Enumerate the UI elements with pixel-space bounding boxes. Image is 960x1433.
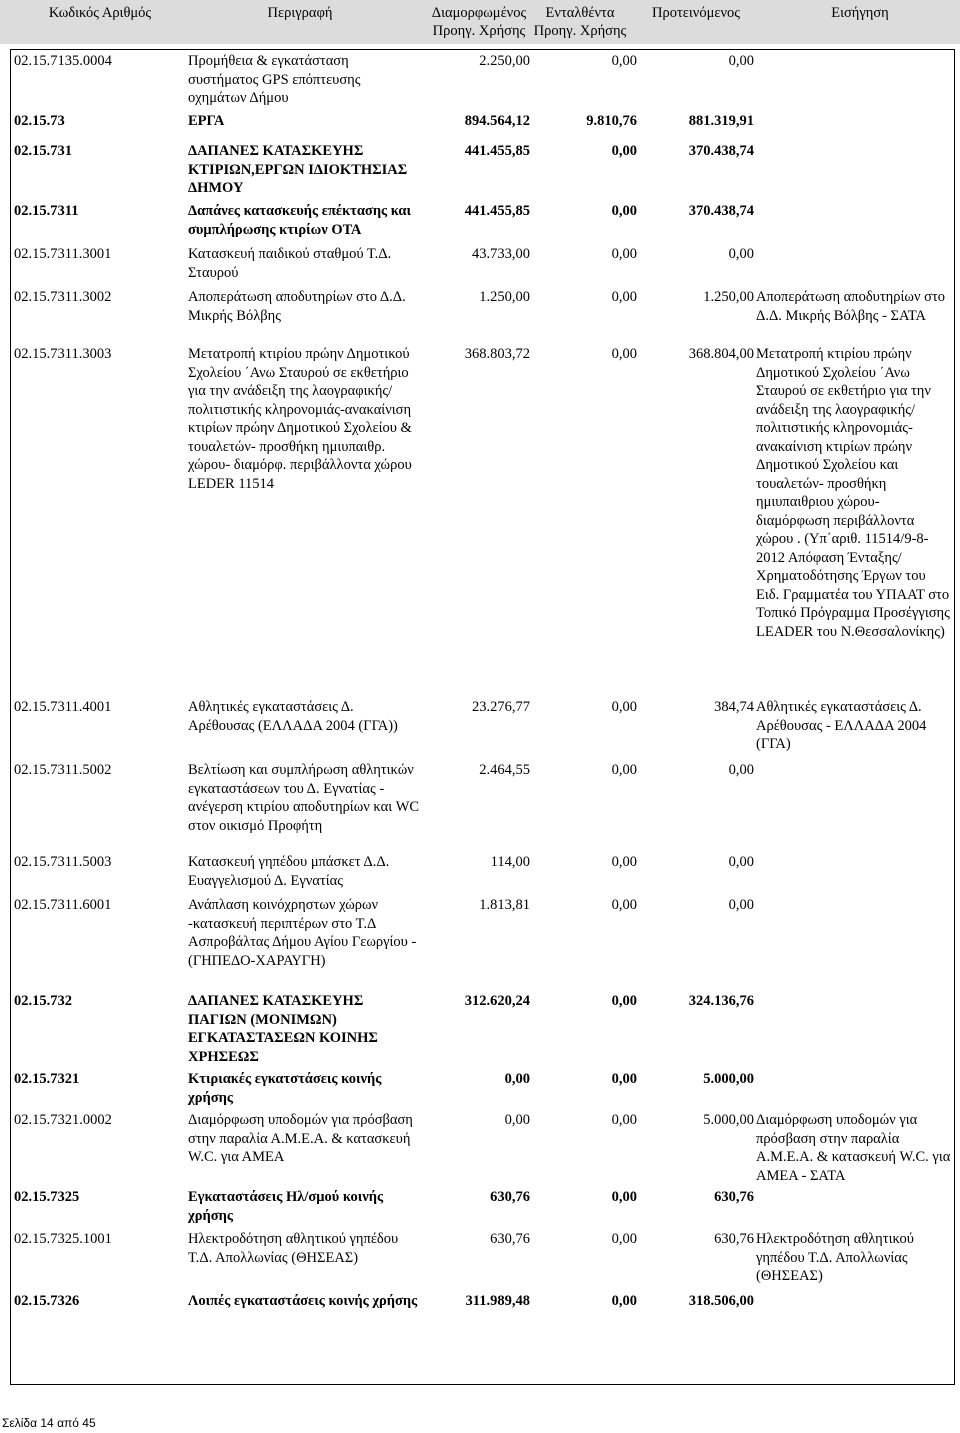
row-description: Λοιπές εγκαταστάσεις κοινής χρήσης bbox=[188, 1293, 418, 1309]
row-report-note: Διαμόρφωση υποδομών για πρόσβαση στην παραλία Α.Μ.Ε.Α. & κατασκευή W.C. για ΑΜΕΑ - ΣΑΤΑ bbox=[756, 1112, 951, 1184]
column-header-report: Εισήγηση bbox=[831, 5, 889, 21]
column-header-formed-line2: Προηγ. Χρήσης bbox=[432, 22, 526, 39]
row-description: Προμήθεια & εγκατάσταση συστήματος GPS επόπτευσης οχημάτων Δήμου bbox=[188, 53, 361, 106]
row-code: 02.15.7311.3002 bbox=[14, 289, 112, 305]
row-proposed-amount: 630,76 bbox=[714, 1231, 754, 1247]
row-proposed-amount: 368.804,00 bbox=[688, 346, 754, 362]
row-proposed-amount: 0,00 bbox=[728, 897, 754, 913]
row-code: 02.15.7325 bbox=[14, 1189, 80, 1205]
row-formed-amount: 630,76 bbox=[490, 1189, 530, 1205]
row-formed-amount: 441.455,85 bbox=[464, 203, 530, 219]
row-code: 02.15.7311.4001 bbox=[14, 699, 112, 715]
column-header-formed bbox=[427, 5, 531, 40]
row-ordered-amount: 0,00 bbox=[611, 1189, 637, 1205]
row-code: 02.15.7311 bbox=[14, 203, 79, 219]
row-proposed-amount: 630,76 bbox=[714, 1189, 754, 1205]
row-formed-amount: 441.455,85 bbox=[464, 143, 530, 159]
row-formed-amount: 114,00 bbox=[490, 854, 530, 870]
row-proposed-amount: 384,74 bbox=[714, 699, 754, 715]
row-description: Βελτίωση και συμπλήρωση αθλητικών εγκαταστάσεων του Δ. Εγνατίας - ανέγερση κτιρίου αποδυτηρίων και WC στον οικισμό Προφήτη bbox=[188, 762, 420, 834]
row-formed-amount: 43.733,00 bbox=[472, 246, 530, 262]
column-header-ordered bbox=[526, 5, 634, 40]
row-ordered-amount: 9.810,76 bbox=[586, 113, 637, 129]
row-proposed-amount: 5.000,00 bbox=[703, 1112, 754, 1128]
row-report-note: Μετατροπή κτιρίου πρώην Δημοτικού Σχολείου ΄Ανω Σταυρού σε εκθετήριο για την ανάδειξη της λαογραφικής/πολιτιστικής κληρονομιάς-ανακαίνιση κτιρίων πρώην Δημοτικού Σχολείου και τουαλετών- προσθήκη ημιυπαιθριου χώρου- διαμόρφωση περιβάλλοντα χώρου . (Υπ΄αριθ. 11514/9-8-2012 Απόφαση Ένταξης/Χρηματοδότησης Έργων του Ειδ. Γραμματέα του ΥΠΑΑΤ στο Τοπικό Πρόγραμμα Προσέγγισης LEADER του Ν.Θεσσαλονίκης) bbox=[756, 346, 950, 640]
row-report-note: Αποπεράτωση αποδυτηρίων στο Δ.Δ. Μικρής Βόλβης - ΣΑΤΑ bbox=[756, 289, 946, 324]
row-formed-amount: 312.620,24 bbox=[464, 993, 530, 1009]
column-header-ordered-line1: Ενταλθέντα bbox=[545, 5, 615, 21]
row-formed-amount: 0,00 bbox=[504, 1112, 530, 1128]
row-description: Ηλεκτροδότηση αθλητικού γηπέδου Τ.Δ. Απολλωνίας (ΘΗΣΕΑΣ) bbox=[188, 1231, 399, 1266]
row-code: 02.15.732 bbox=[14, 993, 72, 1009]
row-code: 02.15.7311.5003 bbox=[14, 854, 112, 870]
row-proposed-amount: 324.136,76 bbox=[688, 993, 754, 1009]
row-ordered-amount: 0,00 bbox=[611, 1071, 637, 1087]
row-ordered-amount: 0,00 bbox=[611, 53, 637, 69]
row-code: 02.15.7321 bbox=[14, 1071, 80, 1087]
row-proposed-amount: 0,00 bbox=[728, 246, 754, 262]
row-proposed-amount: 370.438,74 bbox=[688, 143, 754, 159]
row-formed-amount: 0,00 bbox=[504, 1071, 530, 1087]
table-header bbox=[0, 0, 960, 44]
row-formed-amount: 630,76 bbox=[490, 1231, 530, 1247]
row-description: Αποπεράτωση αποδυτηρίων στο Δ.Δ. Μικρής Βόλβης bbox=[188, 289, 406, 324]
row-code: 02.15.7325.1001 bbox=[14, 1231, 112, 1247]
row-ordered-amount: 0,00 bbox=[611, 246, 637, 262]
row-description: Εγκαταστάσεις Ηλ/σμού κοινής χρήσης bbox=[188, 1189, 384, 1224]
row-ordered-amount: 0,00 bbox=[611, 762, 637, 778]
row-formed-amount: 368.803,72 bbox=[464, 346, 530, 362]
row-code: 02.15.7135.0004 bbox=[14, 53, 112, 69]
row-code: 02.15.7326 bbox=[14, 1293, 80, 1309]
column-header-formed-line1: Διαμορφωμένος bbox=[431, 5, 527, 21]
row-ordered-amount: 0,00 bbox=[611, 1112, 637, 1128]
row-ordered-amount: 0,00 bbox=[611, 143, 637, 159]
row-proposed-amount: 0,00 bbox=[728, 53, 754, 69]
row-code: 02.15.731 bbox=[14, 143, 72, 159]
column-header-code: Κωδικός Αριθμός bbox=[48, 5, 152, 21]
row-proposed-amount: 881.319,91 bbox=[688, 113, 754, 129]
row-code: 02.15.7311.3001 bbox=[14, 246, 112, 262]
row-description: Διαμόρφωση υποδομών για πρόσβαση στην παραλία Α.Μ.Ε.Α. & κατασκευή W.C. για ΑΜΕΑ bbox=[188, 1112, 413, 1165]
row-description: Ανάπλαση κοινόχρηστων χώρων -κατασκευή περιπτέρων στο Τ.Δ Ασπροβάλτας Δήμου Αγίου Γεωργίου - (ΓΗΠΕΔΟ-ΧΑΡΑΥΓΗ) bbox=[188, 897, 417, 969]
column-header-description: Περιγραφή bbox=[267, 5, 333, 21]
row-proposed-amount: 1.250,00 bbox=[703, 289, 754, 305]
row-ordered-amount: 0,00 bbox=[611, 993, 637, 1009]
row-proposed-amount: 5.000,00 bbox=[703, 1071, 754, 1087]
row-formed-amount: 894.564,12 bbox=[464, 113, 530, 129]
column-header-proposed: Προτεινόμενος bbox=[652, 5, 740, 21]
row-proposed-amount: 0,00 bbox=[728, 854, 754, 870]
row-ordered-amount: 0,00 bbox=[611, 897, 637, 913]
row-code: 02.15.7311.6001 bbox=[14, 897, 112, 913]
page-footer: Σελίδα 14 από 45 bbox=[2, 1416, 96, 1430]
column-header-ordered-line2: Προηγ. Χρήσης bbox=[533, 22, 627, 39]
row-description: Κατασκευή γηπέδου μπάσκετ Δ.Δ. Ευαγγελισμού Δ. Εγνατίας bbox=[188, 854, 390, 889]
row-formed-amount: 23.276,77 bbox=[472, 699, 530, 715]
row-description: ΔΑΠΑΝΕΣ ΚΑΤΑΣΚΕΥΗΣ ΠΑΓΙΩΝ (ΜΟΝΙΜΩΝ) ΕΓΚΑΤΑΣΤΑΣΕΩΝ ΚΟΙΝΗΣ ΧΡΗΣΕΩΣ bbox=[188, 993, 378, 1065]
row-ordered-amount: 0,00 bbox=[611, 699, 637, 715]
row-proposed-amount: 370.438,74 bbox=[688, 203, 754, 219]
row-report-note: Αθλητικές εγκαταστάσεις Δ. Αρέθουσας - ΕΛΛΑΔΑ 2004 (ΓΓΑ) bbox=[756, 699, 927, 752]
row-ordered-amount: 0,00 bbox=[611, 1293, 637, 1309]
row-description: ΕΡΓΑ bbox=[188, 113, 225, 129]
row-description: Κατασκευή παιδικού σταθμού Τ.Δ. Σταυρού bbox=[188, 246, 392, 281]
row-ordered-amount: 0,00 bbox=[611, 289, 637, 305]
row-code: 02.15.7311.3003 bbox=[14, 346, 112, 362]
row-ordered-amount: 0,00 bbox=[611, 1231, 637, 1247]
row-proposed-amount: 318.506,00 bbox=[688, 1293, 754, 1309]
row-description: Μετατροπή κτιρίου πρώην Δημοτικού Σχολείου ΄Ανω Σταυρού σε εκθετήριο για την ανάδειξη της λαογραφικής/πολιτιστικής κληρονομιάς-ανακαίνιση κτιρίων πρώην Δημοτικού Σχολείου & τουαλετών- προσθήκη ημιυπαιθρ. χώρου- διαμόρφ. περιβάλλοντα χώρου LEDER 11514 bbox=[188, 346, 412, 492]
row-report-note: Ηλεκτροδότηση αθλητικού γηπέδου Τ.Δ. Απολλωνίας (ΘΗΣΕΑΣ) bbox=[756, 1231, 914, 1284]
row-formed-amount: 1.813,81 bbox=[479, 897, 530, 913]
row-description: Κτιριακές εγκατστάσεις κοινής χρήσης bbox=[188, 1071, 382, 1106]
row-ordered-amount: 0,00 bbox=[611, 854, 637, 870]
row-formed-amount: 2.464,55 bbox=[479, 762, 530, 778]
row-code: 02.15.7321.0002 bbox=[14, 1112, 112, 1128]
row-proposed-amount: 0,00 bbox=[728, 762, 754, 778]
row-ordered-amount: 0,00 bbox=[611, 346, 637, 362]
row-formed-amount: 2.250,00 bbox=[479, 53, 530, 69]
row-description: ΔΑΠΑΝΕΣ ΚΑΤΑΣΚΕΥΗΣ ΚΤΙΡΙΩΝ,ΕΡΓΩΝ ΙΔΙΟΚΤΗΣΙΑΣ ΔΗΜΟΥ bbox=[188, 143, 408, 196]
row-formed-amount: 1.250,00 bbox=[479, 289, 530, 305]
row-code: 02.15.7311.5002 bbox=[14, 762, 112, 778]
row-ordered-amount: 0,00 bbox=[611, 203, 637, 219]
row-code: 02.15.73 bbox=[14, 113, 65, 129]
row-description: Δαπάνες κατασκευής επέκτασης και συμπλήρωσης κτιρίων ΟΤΑ bbox=[188, 203, 412, 238]
row-formed-amount: 311.989,48 bbox=[465, 1293, 530, 1309]
row-description: Αθλητικές εγκαταστάσεις Δ. Αρέθουσας (ΕΛΛΑΔΑ 2004 (ΓΓΑ)) bbox=[188, 699, 398, 734]
